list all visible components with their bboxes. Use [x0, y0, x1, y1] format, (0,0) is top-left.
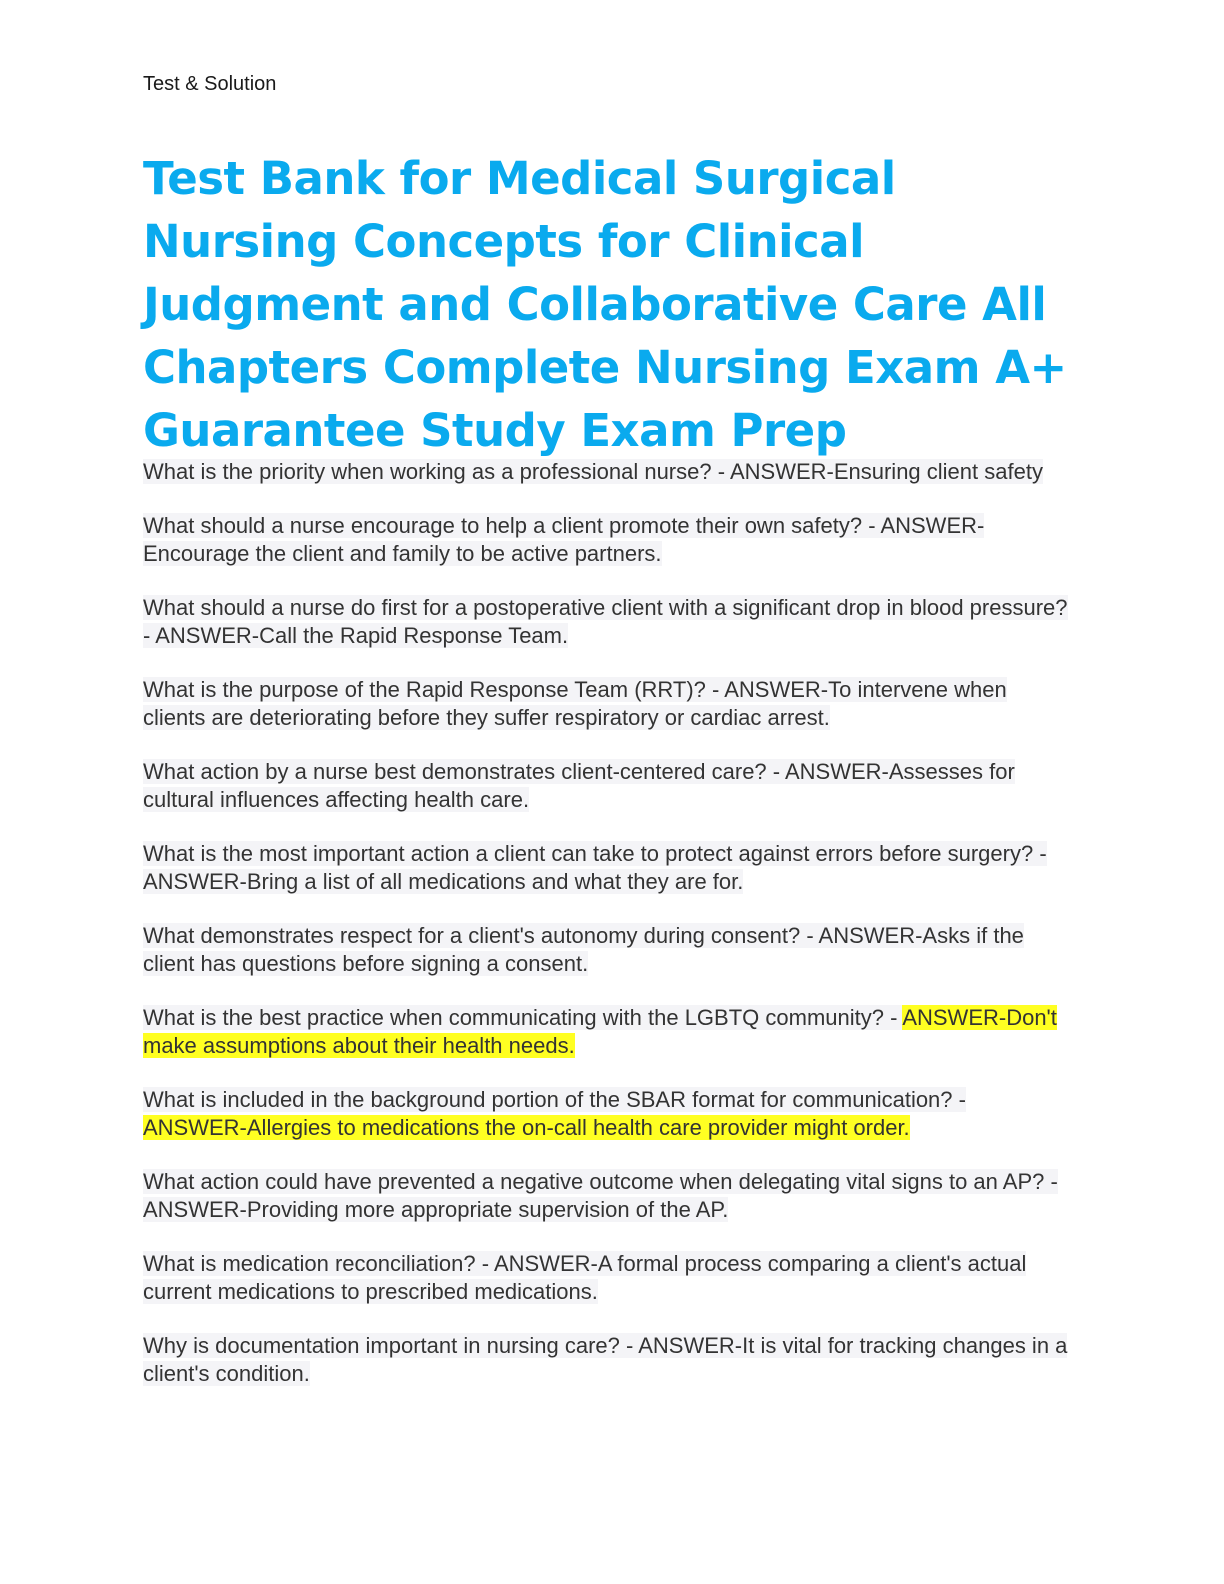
question-text: What is medication reconciliation? -: [143, 1251, 494, 1276]
qa-item: [143, 1086, 1068, 1142]
answer-text: ANSWER-Providing more appropriate supervision of the AP.: [143, 1197, 729, 1222]
question-text: Why is documentation important in nursing care? -: [143, 1333, 639, 1358]
question-text: What is the most important action a client can take to protect against errors before surgery? -: [143, 841, 1047, 866]
qa-item: [143, 512, 1068, 568]
qa-item: [143, 594, 1068, 650]
qa-item: [143, 1004, 1068, 1060]
qa-item: [143, 458, 1068, 486]
answer-text: ANSWER-It is vital for tracking changes in a client's condition.: [143, 1333, 1068, 1386]
qa-item: [143, 1332, 1068, 1388]
answer-text: ANSWER-Call the Rapid Response Team.: [155, 623, 569, 648]
question-text: What is included in the background portion of the SBAR format for communication? -: [143, 1087, 966, 1112]
question-text: What action could have prevented a negative outcome when delegating vital signs to an AP? -: [143, 1169, 1058, 1194]
answer-text: ANSWER-To intervene when clients are deteriorating before they suffer respiratory or cardiac arrest.: [143, 677, 1007, 730]
page-header: Test & Solution: [143, 73, 277, 95]
question-text: What is the best practice when communicating with the LGBTQ community? -: [143, 1005, 903, 1030]
answer-text-highlighted: ANSWER-Don't make assumptions about their health needs.: [143, 1005, 1057, 1058]
qa-item: [143, 676, 1068, 732]
answer-text: ANSWER-A formal process comparing a client's actual current medications to prescribed medications.: [143, 1251, 1027, 1304]
qa-list: [143, 458, 1068, 1414]
answer-text: ANSWER-Ensuring client safety: [729, 459, 1043, 484]
answer-text: ANSWER-Encourage the client and family to be active partners.: [143, 513, 985, 566]
question-text: What demonstrates respect for a client's autonomy during consent? -: [143, 923, 819, 948]
qa-item: [143, 840, 1068, 896]
answer-text: ANSWER-Asks if the client has questions before signing a consent.: [143, 923, 1024, 976]
qa-item: [143, 758, 1068, 814]
answer-text: ANSWER-Bring a list of all medications and what they are for.: [143, 869, 744, 894]
answer-text: ANSWER-Assesses for cultural influences affecting health care.: [143, 759, 1015, 812]
question-text: What is the purpose of the Rapid Response Team (RRT)? -: [143, 677, 725, 702]
answer-text-highlighted: ANSWER-Allergies to medications the on-call health care provider might order.: [143, 1115, 910, 1140]
question-text: What is the priority when working as a professional nurse? -: [143, 459, 730, 484]
qa-item: [143, 1168, 1068, 1224]
qa-item: [143, 1250, 1068, 1306]
question-text: What should a nurse do first for a postoperative client with a significant drop in blood pressure? -: [143, 595, 1068, 648]
question-text: What action by a nurse best demonstrates client-centered care? -: [143, 759, 785, 784]
document-title: Test Bank for Medical Surgical Nursing Concepts for Clinical Judgment and Collaborative Care All Chapters Complete Nursing Exam A+ Guarantee Study Exam Prep: [143, 152, 1067, 457]
question-text: What should a nurse encourage to help a client promote their own safety? -: [143, 513, 881, 538]
qa-item: [143, 922, 1068, 978]
